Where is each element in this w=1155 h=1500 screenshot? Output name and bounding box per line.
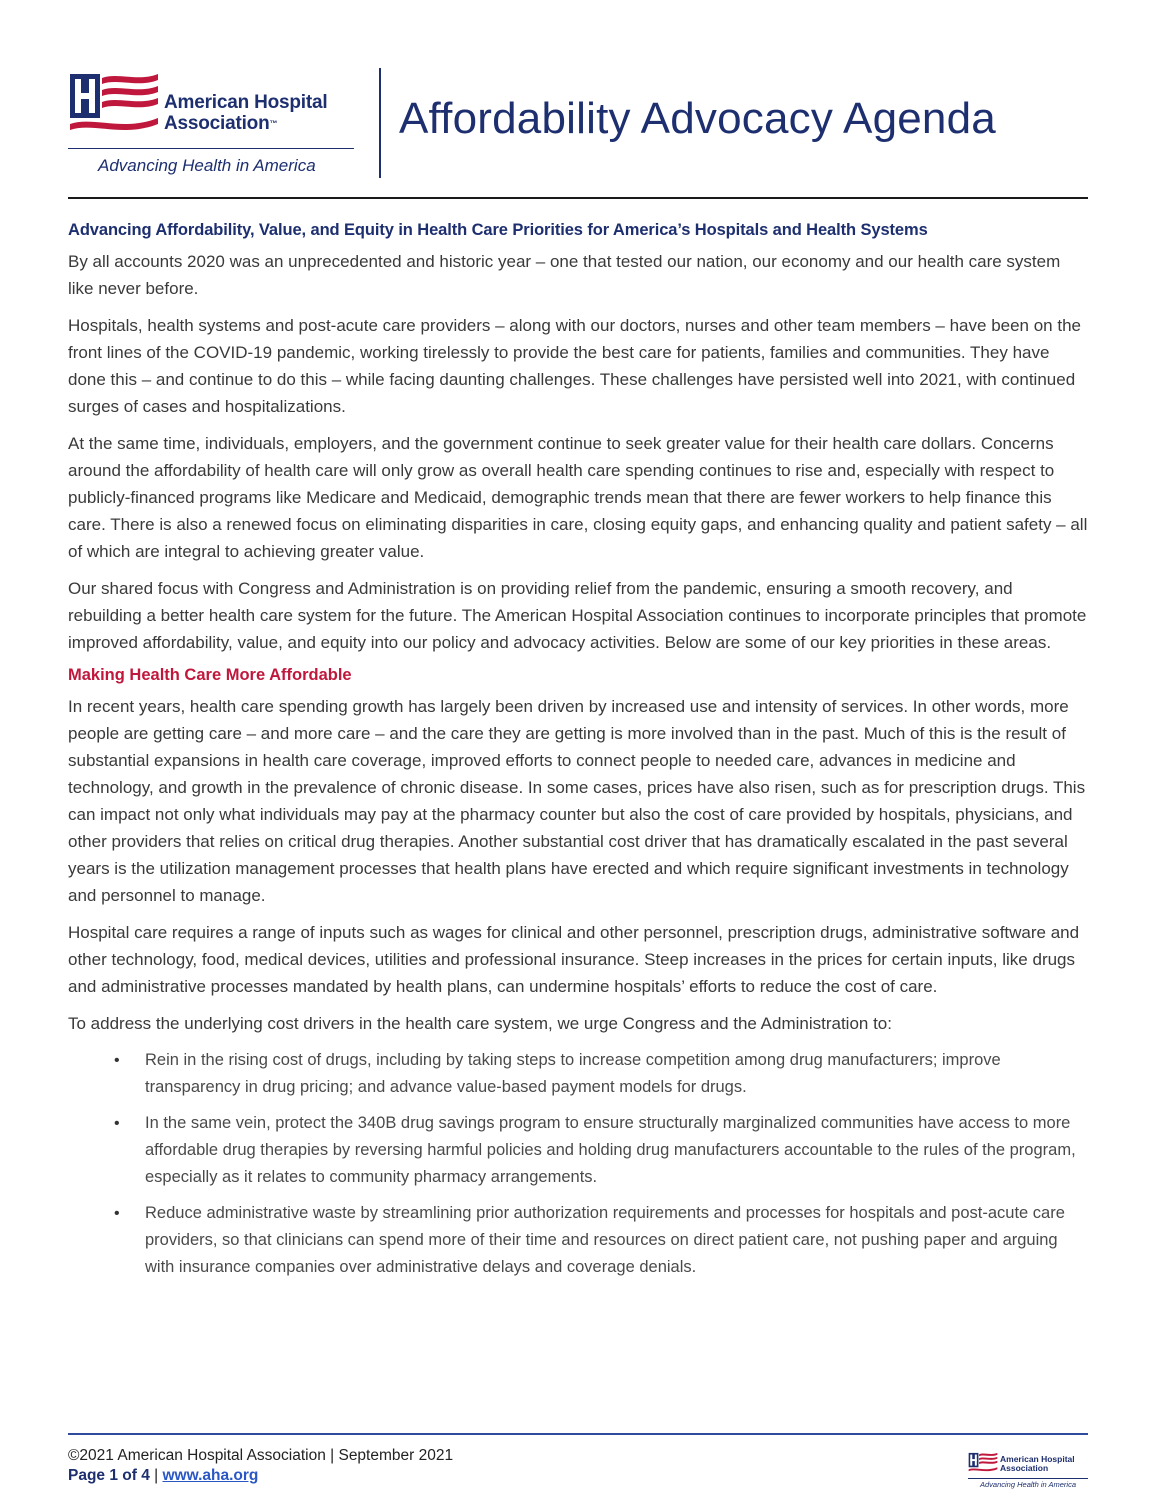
logo-divider	[68, 148, 354, 149]
list-item	[68, 1110, 1090, 1191]
trademark: ™	[269, 119, 278, 128]
website-link[interactable]: www.aha.org	[162, 1467, 259, 1484]
bullet-icon: •	[114, 1115, 120, 1132]
intro-paragraph: Hospitals, health systems and post-acute care providers – along with our doctors, nurses and other team members – have been on the front lines of the COVID-19 pandemic, working tirelessly to provide the best care for patients, families and communities. They have done this – and continue to do this – while facing daunting challenges. These challenges have persisted well into 2021, with continued surges of cases and hospitalizations.	[68, 316, 1081, 416]
aha-logo	[68, 72, 368, 187]
footer-divider	[68, 1433, 1088, 1435]
bullet-icon: •	[114, 1205, 120, 1222]
footer-logo-org-name	[1000, 1455, 1075, 1473]
bullet-icon: •	[114, 1052, 120, 1069]
footer-copyright: ©2021 American Hospital Association | September 2021	[68, 1447, 454, 1464]
recommendation-list	[68, 1047, 1090, 1281]
page-header	[68, 64, 1088, 200]
logo-org-name-line2: Association	[164, 113, 270, 134]
logo-org-name	[164, 92, 327, 134]
logo-org-name-line1: American Hospital	[164, 92, 328, 113]
document-subtitle: Advancing Affordability, Value, and Equity in Health Care Priorities for America’s Hospitals and Health Systems	[68, 221, 928, 239]
section-paragraph: To address the underlying cost drivers in the health care system, we urge Congress and the Administration to:	[68, 1014, 892, 1033]
list-item-text: Reduce administrative waste by streamlining prior authorization requirements and processes for hospitals and post-acute care providers, so that clinicians can spend more of their time and resources on direct patient care, not pushing paper and arguing with insurance companies over administrative delays and coverage denials.	[145, 1204, 1065, 1276]
header-divider	[68, 197, 1088, 199]
list-item-text: In the same vein, protect the 340B drug savings program to ensure structurally marginalized communities have access to more affordable drug therapies by reversing harmful policies and holding drug manufacturers accountable to the rules of the program, especially as it relates to community pharmacy arrangements.	[145, 1114, 1076, 1186]
footer-logo-org-name-line1: American Hospital	[1000, 1454, 1075, 1464]
section-paragraph: Hospital care requires a range of inputs such as wages for clinical and other personnel, prescription drugs, administrative software and other technology, food, medical devices, utilities and professional insurance. Steep increases in the prices for certain inputs, like drugs and administrative processes mandated by health plans, can undermine hospitals’ efforts to reduce the cost of care.	[68, 923, 1080, 996]
aha-logo-mark-icon	[68, 72, 160, 144]
intro-paragraph: At the same time, individuals, employers, and the government continue to seek greater value for their health care dollars. Concerns around the affordability of health care will only grow as overall health care spending continues to rise and, especially with respect to publicly-financed programs like Medicare and Medicaid, demographic trends mean that there are fewer workers to help finance this care. There is also a renewed focus on eliminating disparities in care, closing equity gaps, and enhancing quality and patient safety – all of which are integral to achieving greater value.	[68, 434, 1088, 561]
page-number: Page 1 of 4	[68, 1467, 150, 1484]
footer-logo	[968, 1452, 1093, 1492]
page-footer	[68, 1446, 453, 1486]
footer-logo-org-name-line2: Association	[1000, 1463, 1049, 1473]
footer-logo-tagline: Advancing Health in America	[980, 1480, 1077, 1489]
intro-paragraph: By all accounts 2020 was an unprecedented and historic year – one that tested our nation, our economy and our health care system like never before.	[68, 252, 1061, 298]
intro-paragraph: Our shared focus with Congress and Administration is on providing relief from the pandemic, ensuring a smooth recovery, and rebuilding a better health care system for the future. The American Hospital Association continues to incorporate principles that promote improved affordability, value, and equity into our policy and advocacy activities. Below are some of our key priorities in these areas.	[68, 579, 1087, 652]
list-item-text: Rein in the rising cost of drugs, including by taking steps to increase competition among drug manufacturers; improve transparency in drug pricing; and advance value-based payment models for drugs.	[145, 1051, 1001, 1096]
aha-logo-mark-icon	[968, 1452, 998, 1476]
list-item	[68, 1047, 1090, 1101]
header-vertical-divider	[379, 68, 381, 178]
footer-separator: |	[149, 1467, 163, 1484]
section-paragraph: In recent years, health care spending growth has largely been driven by increased use and intensity of services. In other words, more people are getting care – and more care – and the care they are getting is more involved than in the past. Much of this is the result of substantial expansions in health care coverage, improved efforts to connect people to needed care, advances in medicine and technology, and growth in the prevalence of chronic disease. In some cases, prices have also risen, such as for prescription drugs. This can impact not only what individuals may pay at the pharmacy counter but also the cost of care provided by hospitals, physicians, and other providers that relies on critical drug therapies. Another substantial cost driver that has dramatically escalated in the past several years is the utilization management processes that health plans have erected and which require significant investments in technology and personnel to manage.	[68, 697, 1086, 905]
section-heading: Making Health Care More Affordable	[68, 666, 352, 684]
list-item	[68, 1200, 1090, 1281]
main-content	[68, 221, 1090, 1290]
document-title: Affordability Advocacy Agenda	[399, 94, 996, 143]
logo-tagline: Advancing Health in America	[98, 156, 316, 175]
footer-logo-divider	[968, 1478, 1088, 1479]
